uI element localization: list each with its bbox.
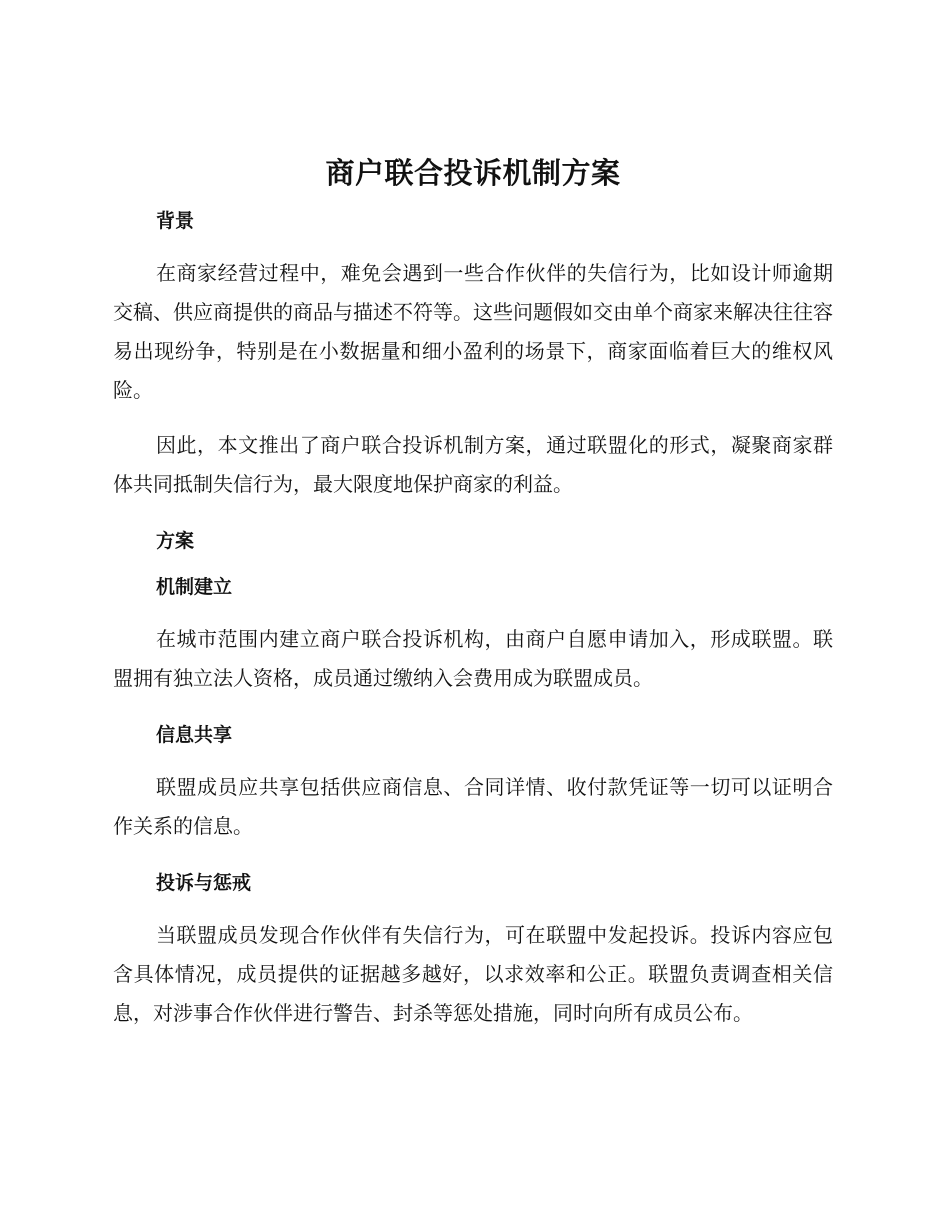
background-paragraph-1: 在商家经营过程中，难免会遇到一些合作伙伴的失信行为，比如设计师逾期交稿、供应商提供的商品与描述不符等。这些问题假如交由单个商家来解决往往容易出现纷争，特别是在小数据量和细小盈利的场景下，商家面临着巨大的维权风险。 <box>113 261 833 402</box>
section-heading-complaint: 投诉与惩戒 <box>156 872 252 894</box>
mechanism-paragraph: 在城市范围内建立商户联合投诉机构，由商户自愿申请加入，形成联盟。联盟拥有独立法人资格，成员通过缴纳入会费用成为联盟成员。 <box>113 627 833 690</box>
section-heading-plan: 方案 <box>156 530 195 552</box>
sharing-paragraph: 联盟成员应共享包括供应商信息、合同详情、收付款凭证等一切可以证明合作关系的信息。 <box>113 775 833 838</box>
complaint-paragraph: 当联盟成员发现合作伙伴有失信行为，可在联盟中发起投诉。投诉内容应包含具体情况，成员提供的证据越多越好，以求效率和公正。联盟负责调查相关信息，对涉事合作伙伴进行警告、封杀等惩处措施，同时向所有成员公布。 <box>113 923 833 1025</box>
background-paragraph-2: 因此，本文推出了商户联合投诉机制方案，通过联盟化的形式，凝聚商家群体共同抵制失信行为，最大限度地保护商家的利益。 <box>113 433 833 496</box>
document-title: 商户联合投诉机制方案 <box>325 156 621 190</box>
section-heading-background: 背景 <box>156 210 195 232</box>
section-heading-mechanism: 机制建立 <box>156 576 233 598</box>
section-heading-sharing: 信息共享 <box>156 724 233 746</box>
document-page <box>113 150 833 1049</box>
